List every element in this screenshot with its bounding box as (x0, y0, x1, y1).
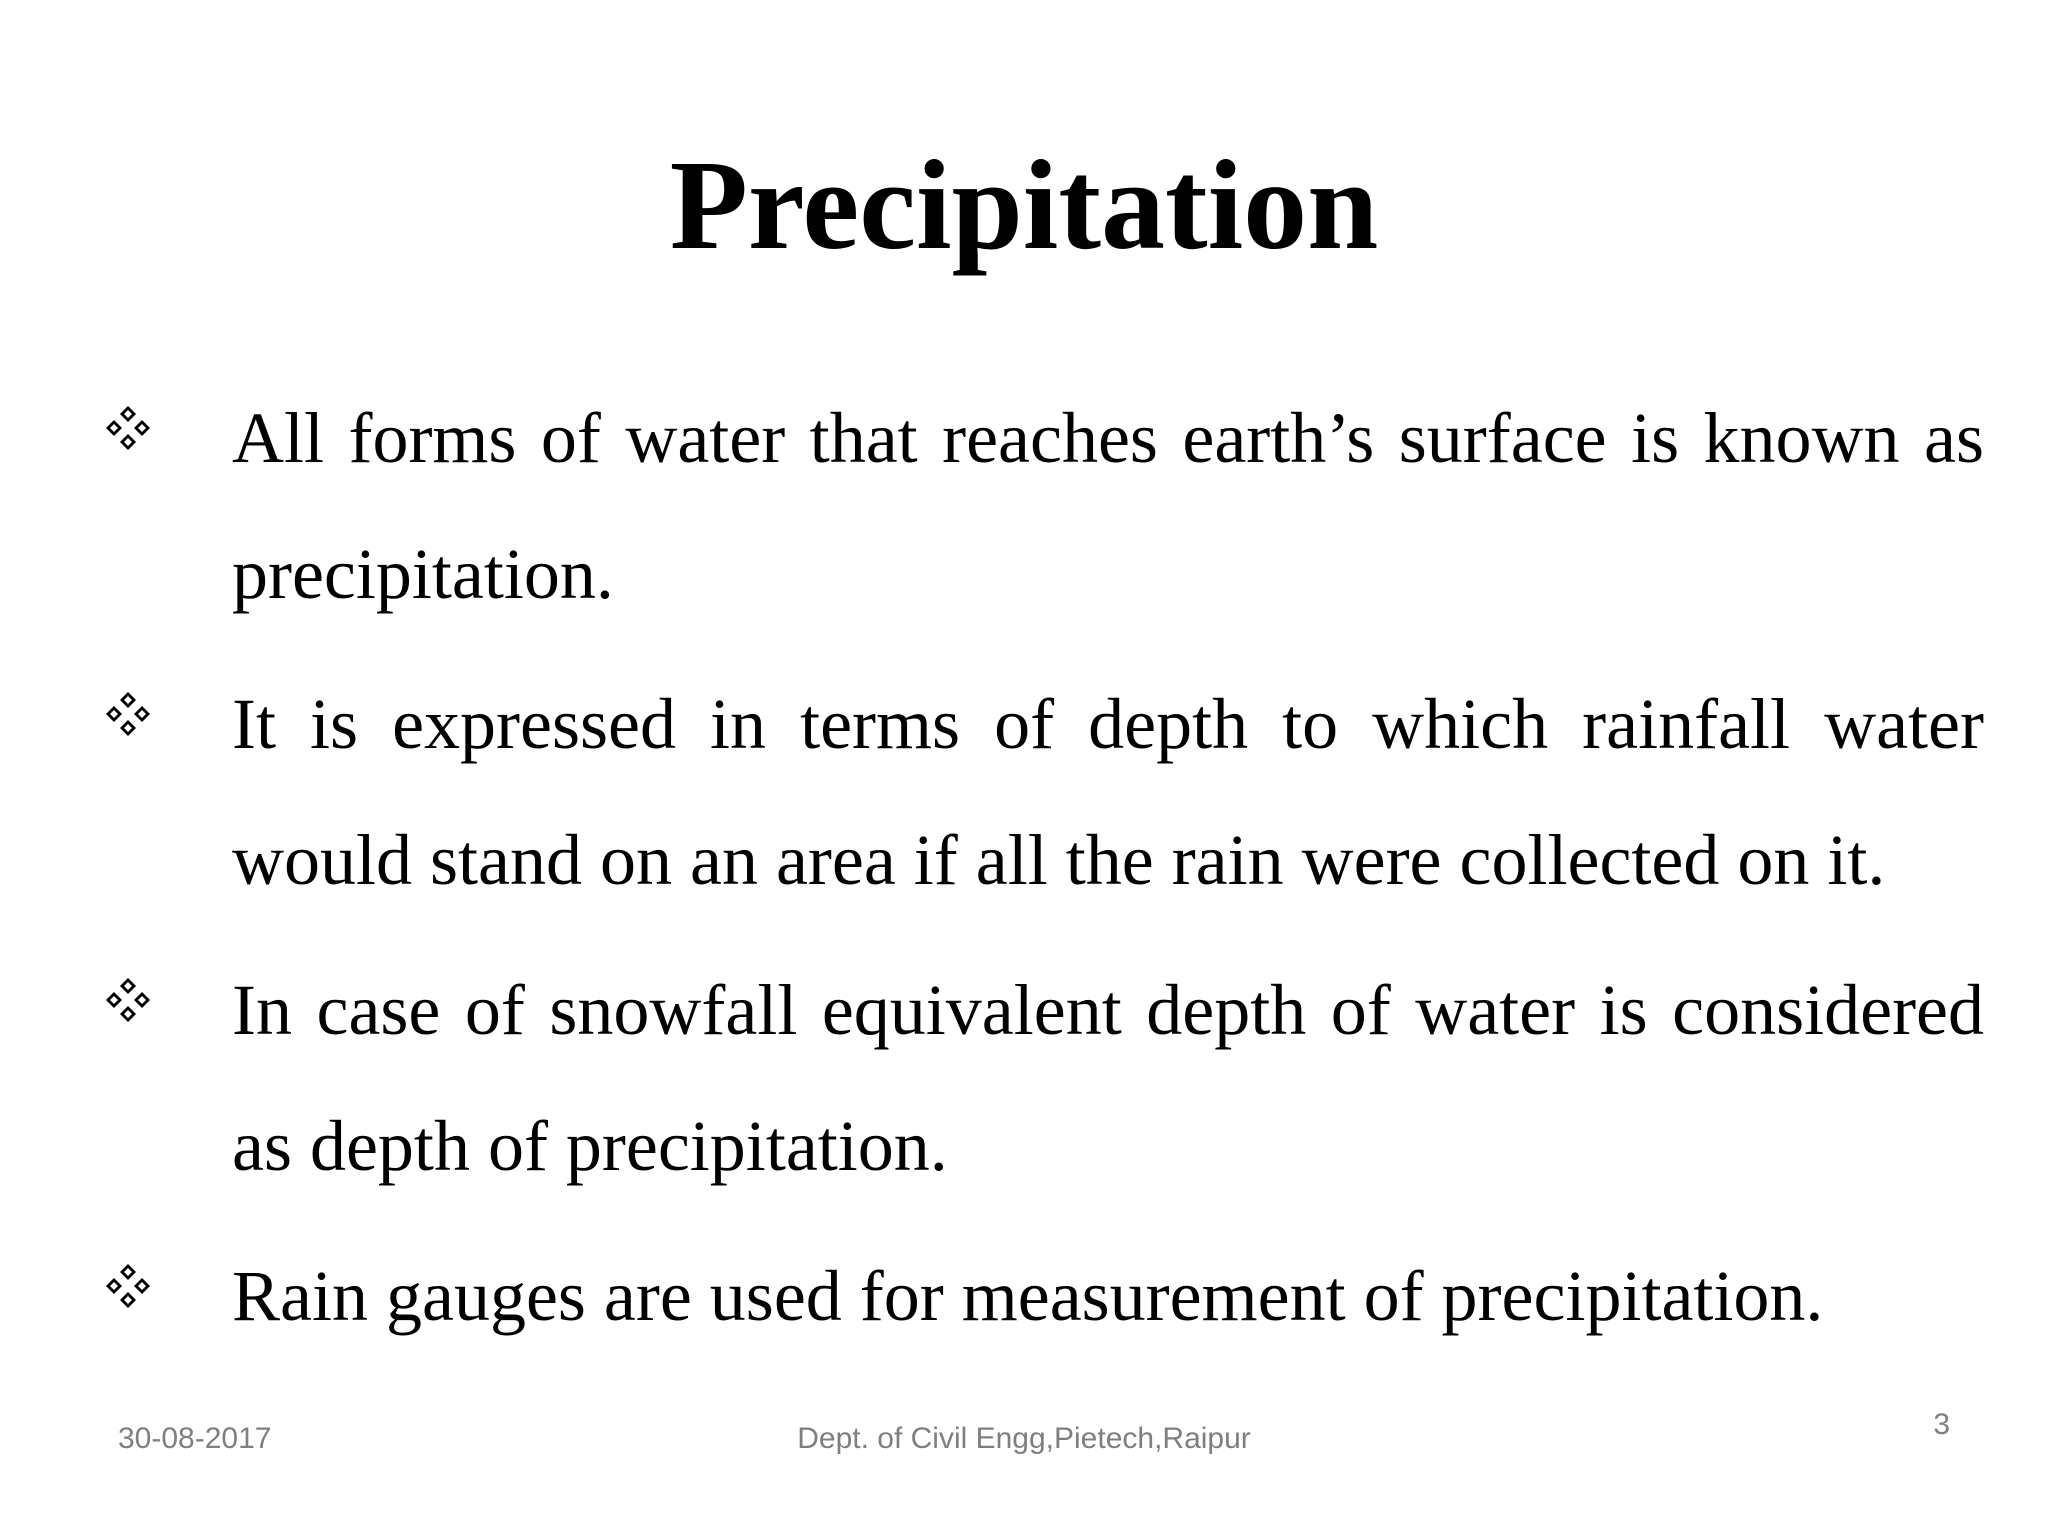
footer-department: Dept. of Civil Engg,Pietech,Raipur (797, 1422, 1251, 1455)
bullet-text: In case of snowfall equivalent depth of water is considered as depth of precipitation. (232, 970, 1984, 1186)
bullet-text: All forms of water that reaches earth’s surface is known as precipitation. (232, 398, 1984, 614)
four-diamond-bullet-icon (100, 686, 156, 742)
bullet-text: Rain gauges are used for measurement of precipitation. (232, 1256, 1824, 1336)
bullet-text: It is expressed in terms of depth to which rainfall water would stand on an area if all the rain were collected on it. (232, 684, 1984, 900)
footer-date: 30-08-2017 (118, 1422, 272, 1455)
slide-number: 3 (1933, 1408, 1950, 1441)
slide-title: Precipitation (669, 134, 1379, 276)
four-diamond-bullet-icon (100, 1258, 156, 1314)
four-diamond-bullet-icon (100, 400, 156, 456)
four-diamond-bullet-icon (100, 972, 156, 1028)
